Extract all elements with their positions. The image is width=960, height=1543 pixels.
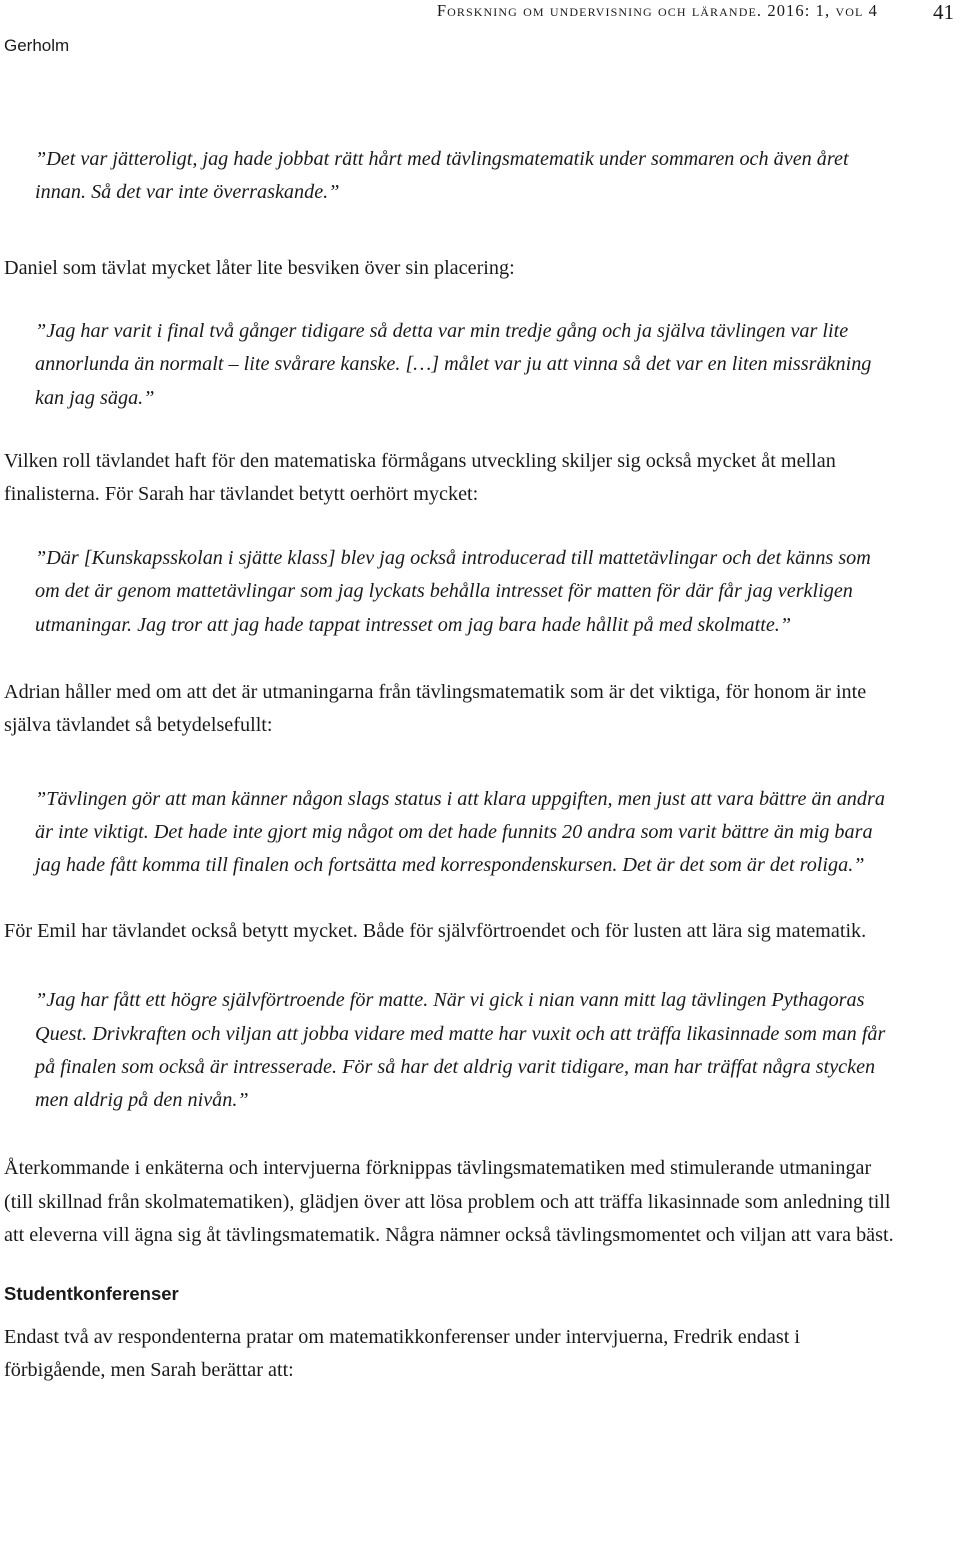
page-number: 41: [933, 0, 954, 24]
journal-title: Forskning om undervisning och lärande. 2016: 1, vol 4: [436, 1, 878, 20]
quote-block: ”Tävlingen gör att man känner någon slags status i att klara uppgiften, men just att vara bättre än andra är inte viktigt. Det hade inte gjort mig något om det hade funnits 20 andra som varit bättre än mig bara jag hade fått komma till finalen och fortsätta med korrespondenskursen. Det är det som är det roliga.”: [35, 787, 885, 877]
body-paragraph: För Emil har tävlandet också betytt mycket. Både för självförtroendet och för lusten att lära sig matematik.: [4, 919, 867, 942]
quote-block: ”Där [Kunskapsskolan i sjätte klass] blev jag också introducerad till mattetävlingar och det känns som om det är genom mattetävlingar som jag lyckats behålla intresset för matten för där får jag verkligen utmaningar. Jag tror att jag hade tappat intresset om jag bara hade hållit på med skolmatte.”: [35, 546, 871, 636]
quote-block: ”Jag har varit i final två gånger tidigare så detta var min tredje gång och ja själva tävlingen var lite annorlunda än normalt – lite svårare kanske. […] målet var ju att vinna så det var en liten missräkning kan jag säga.”: [35, 320, 872, 409]
quote-block: ”Det var jätteroligt, jag hade jobbat rätt hårt med tävlingsmatematik under sommaren och även året innan. Så det var inte överraskande.”: [35, 148, 849, 204]
quote-block: ”Jag har fått ett högre självförtroende för matte. När vi gick i nian vann mitt lag tävlingen Pythagoras Quest. Drivkraften och viljan att jobba vidare med matte har vuxit och att träffa likasinnade som man får på finalen som också är intresserade. För så har det aldrig varit tidigare, man har träffat några stycken men aldrig på den nivån.”: [35, 989, 886, 1112]
body-paragraph: Adrian håller med om att det är utmaningarna från tävlingsmatematik som är det viktiga, för honom är inte själva tävlandet så betydelsefullt:: [4, 680, 867, 737]
article-body: [4, 143, 956, 1388]
body-paragraph: Återkommande i enkäterna och intervjuerna förknippas tävlingsmatematiken med stimulerande utmaningar (till skillnad från skolmatematiken), glädjen över att lösa problem och att träffa likasinnade som anledning till att eleverna vill ägna sig åt tävlingsmatematik. Några nämner också tävlingsmomentet och viljan att vara bäst.: [4, 1157, 894, 1247]
author-name: Gerholm: [4, 36, 70, 55]
body-paragraph: Vilken roll tävlandet haft för den matematiska förmågans utveckling skiljer sig också mycket åt mellan finalisterna. För Sarah har tävlandet betytt oerhört mycket:: [4, 449, 836, 506]
body-paragraph: Endast två av respondenterna pratar om matematikkonferenser under intervjuerna, Fredrik endast i förbigående, men Sarah berättar att:: [4, 1325, 800, 1382]
section-heading: Studentkonferenser: [4, 1282, 179, 1304]
body-paragraph: Daniel som tävlat mycket låter lite besviken över sin placering:: [4, 256, 515, 279]
